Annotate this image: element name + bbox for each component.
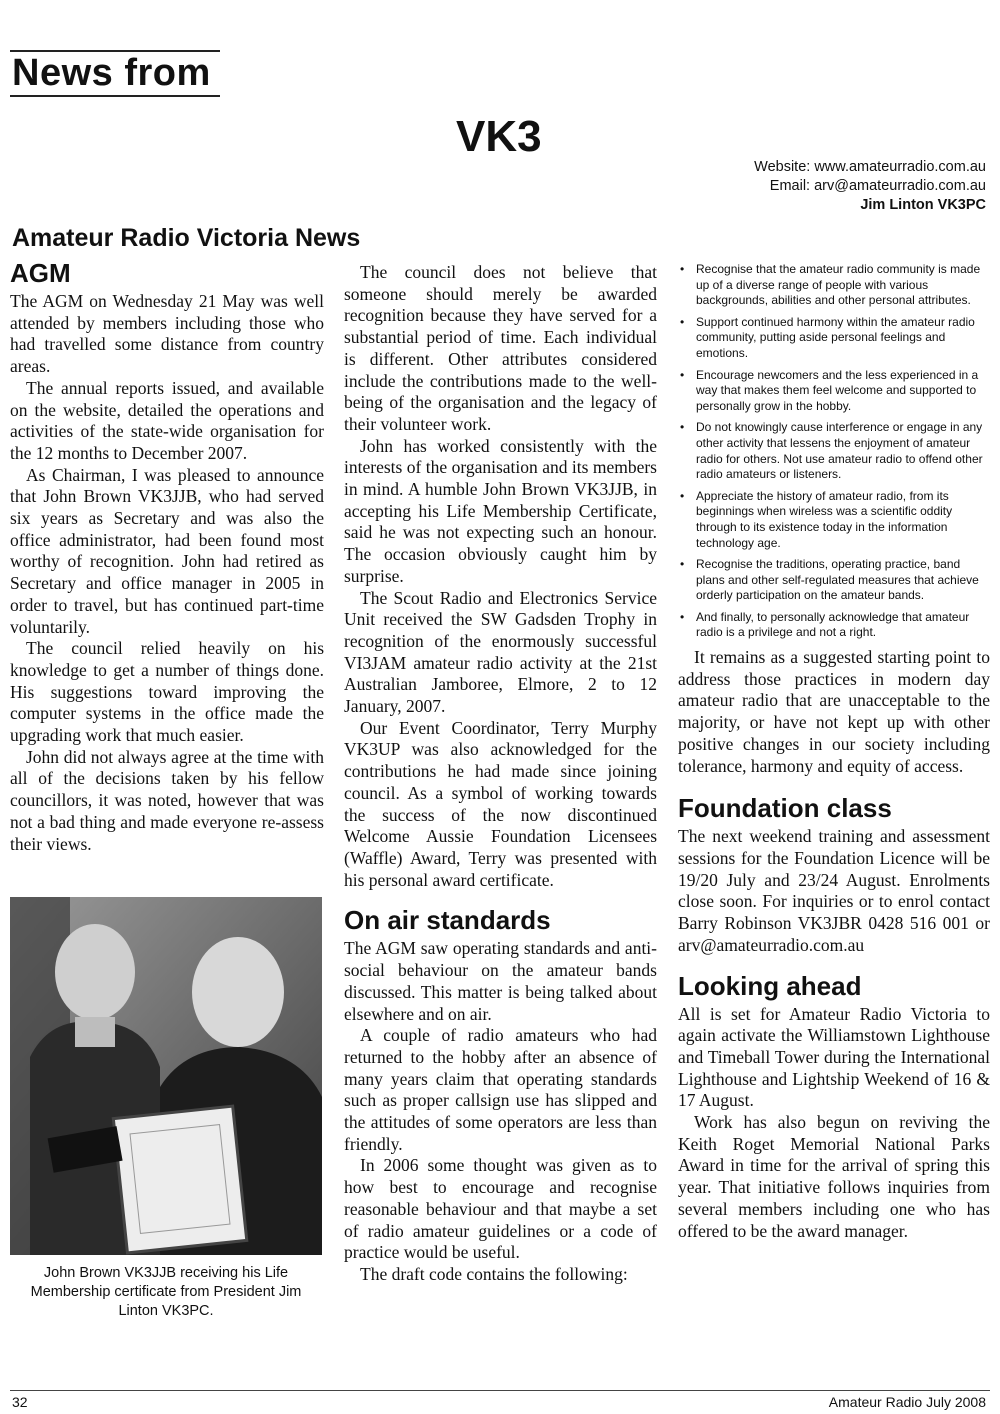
website-line: Website: www.amateurradio.com.au (754, 159, 986, 175)
column-1 (10, 258, 324, 855)
paragraph: The AGM on Wednesday 21 May was well attended by members including those who had travelled some distance from country areas. (10, 291, 324, 377)
list-item: • Encourage newcomers and the less experienced in a way that makes them feel welcome and supported to personally grow in the hobby. (678, 368, 990, 415)
list-item: • And finally, to personally acknowledge that amateur radio is a privilege and not a right. (678, 610, 990, 641)
header-contact (754, 158, 986, 215)
author-line: Jim Linton VK3PC (860, 197, 986, 213)
photo-illustration (10, 897, 322, 1255)
paragraph: Work has also begun on reviving the Keith Roget Memorial National Parks Award in time for the arrival of spring this year. That initiative follows inquiries from several members including one who has offered to be the award manager. (678, 1112, 990, 1241)
footer-rule (10, 1390, 990, 1391)
photo-award-presentation (10, 897, 322, 1255)
list-item: • Appreciate the history of amateur radio, from its beginnings when wireless was a scientific oddity through to its existence today in the information technology age. (678, 489, 990, 551)
heading-on-air-standards: On air standards (344, 905, 551, 936)
column-2 (344, 262, 657, 1286)
paragraph: The AGM saw operating standards and anti-social behaviour on the amateur bands discussed. This matter is being talked about elsewhere and on air. (344, 938, 657, 1024)
heading-foundation-class: Foundation class (678, 793, 892, 824)
page-number: 32 (12, 1394, 28, 1410)
paragraph: The annual reports issued, and available on the website, detailed the operations and activities of the state-wide organisation for the 12 months to December 2007. (10, 377, 324, 463)
photo-caption: John Brown VK3JJB receiving his Life Membership certificate from President Jim Linton VK3PC. (30, 1265, 302, 1319)
paragraph: John did not always agree at the time with all of the decisions taken by his fellow councillors, it was noted, however that was not a bad thing and made everyone re-assess their views. (10, 746, 324, 854)
paragraph: A couple of radio amateurs who had returned to the hobby after an absence of many years claim that operating standards such as proper callsign use has slipped and the attitudes of some operators are less than friendly. (344, 1025, 657, 1154)
paragraph: The next weekend training and assessment sessions for the Foundation Licence will be 19/20 July and 23/24 August. Enrolments close soon. For inquiries or to enrol contact Barry Robinson VK3JBR 0428 516 001 or arv@amateurradio.com.au (678, 826, 990, 955)
paragraph: The council relied heavily on his knowledge to get a number of things done. His suggestions toward improving the computer systems in the office made the upgrading work that much easier. (10, 638, 324, 746)
paragraph: The Scout Radio and Electronics Service Unit received the SW Gadsden Trophy in recognition of the enormously successful VI3JAM amateur radio activity at the 21st Australian Jamboree, Elmore, 2 to 12 January, 2007. (344, 587, 657, 717)
header-rule-bottom (10, 95, 220, 97)
paragraph: It remains as a suggested starting point to address those practices in modern day amateur radio that are unacceptable to the majority, or have not kept up with other positive changes in our society including tolerance, harmony and equity of access. (678, 647, 990, 776)
paragraph: Our Event Coordinator, Terry Murphy VK3UP was also acknowledged for the contributions he had made since joining council. As a symbol of working towards the success of the now discontinued Welcome Aussie Foundation Licensees (Waffle) Award, Terry was presented with his personal award certificate. (344, 717, 657, 890)
code-of-practice-list (678, 262, 990, 641)
header-title: News from (12, 52, 211, 94)
list-item: • Recognise the traditions, operating practice, band plans and other self-regulated measures that achieve orderly participation on the amateur bands. (678, 557, 990, 604)
list-item: • Support continued harmony within the amateur radio community, putting aside personal feelings and emotions. (678, 315, 990, 362)
paragraph: All is set for Amateur Radio Victoria to again activate the Williamstown Lighthouse and Timeball Tower during the International Lighthouse and Lightship Weekend of 16 & 17 August. (678, 1003, 990, 1111)
paragraph: The council does not believe that someone should merely be awarded recognition because they have served for a substantial period of time. Each individual is different. Other attributes considered include the contributions made to the well-being of the organisation and the legacy of their volunteer work. (344, 262, 657, 434)
heading-agm: AGM (10, 258, 71, 288)
list-item: • Recognise that the amateur radio community is made up of a diverse range of people with various backgrounds, abilities and other personal attributes. (678, 262, 990, 309)
column-3 (678, 262, 990, 1242)
section-title: Amateur Radio Victoria News (12, 224, 361, 252)
header-region: VK3 (456, 112, 542, 161)
paragraph: John has worked consistently with the interests of the organisation and its members in mind. A humble John Brown VK3JJB, in accepting his Life Membership Certificate, said he was not expecting such an honour. The occasion obviously caught him by surprise. (344, 435, 657, 586)
heading-looking-ahead: Looking ahead (678, 970, 862, 1001)
email-line: Email: arv@amateurradio.com.au (769, 178, 986, 194)
magazine-issue: Amateur Radio July 2008 (828, 1394, 986, 1410)
paragraph: The draft code contains the following: (360, 1263, 628, 1284)
list-item: • Do not knowingly cause interference or engage in any other activity that lessens the enjoyment of amateur radio for others. Not use amateur radio to offend other radio amateurs or listeners. (678, 420, 990, 482)
paragraph: In 2006 some thought was given as to how best to encourage and recognise reasonable behaviour and that maybe a set of radio amateur guidelines or a code of practice would be useful. (344, 1155, 657, 1263)
paragraph: As Chairman, I was pleased to announce that John Brown VK3JJB, who had served six years as Secretary and was also the office administrator, had been found most worthy of recognition. John had retired as Secretary and office manager in 2005 in order to travel, but has continued part-time voluntarily. (10, 464, 324, 637)
